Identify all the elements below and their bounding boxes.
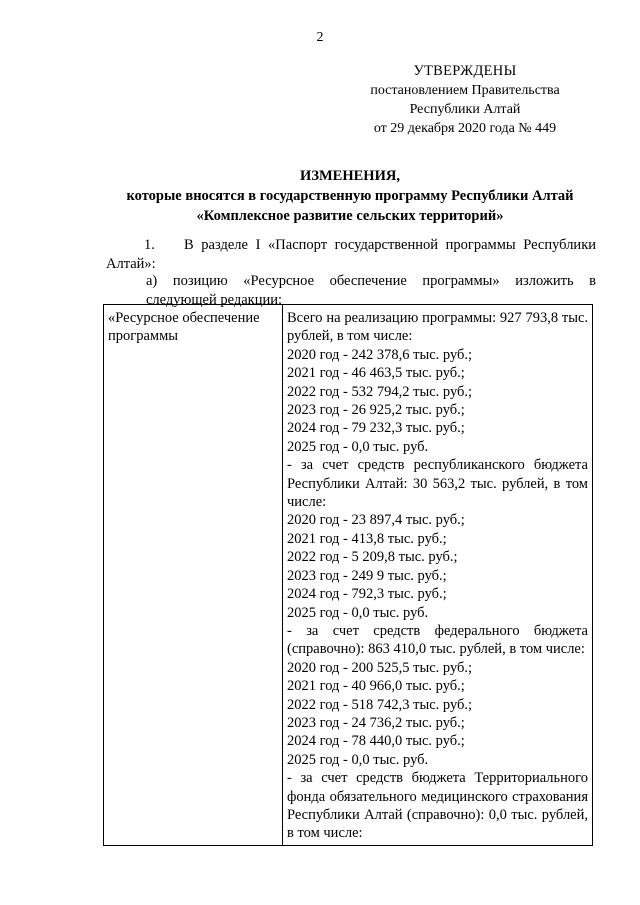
table-line: 2023 год - 26 925,2 тыс. руб.; (287, 402, 465, 419)
table-line: 2021 год - 413,8 тыс. руб.; (287, 530, 447, 547)
approval-block (300, 62, 630, 138)
table-line: 2025 год - 0,0 тыс. руб. (287, 751, 429, 768)
paragraph-number: 1. (144, 237, 155, 253)
table-line: 2023 год - 24 736,2 тыс. руб.; (287, 714, 465, 731)
table-line: 2020 год - 200 525,5 тыс. руб.; (287, 659, 473, 676)
paragraph-1 (106, 236, 596, 274)
approval-line: Республики Алтай (409, 102, 521, 117)
table-line: 2022 год - 5 209,8 тыс. руб.; (287, 549, 458, 566)
table-line: 2023 год - 249 9 тыс. руб.; (287, 567, 447, 584)
approval-date: от 29 декабря 2020 года № 449 (373, 121, 557, 136)
table-line: 2025 год - 0,0 тыс. руб. (287, 604, 429, 621)
resource-table (103, 304, 593, 846)
table-row (104, 305, 593, 846)
paragraph-text: В разделе I «Паспорт государственной программы Республики Алтай»: (106, 237, 596, 272)
table-line: 2020 год - 242 378,6 тыс. руб.; (287, 346, 473, 363)
approval-heading: УТВЕРЖДЕНЫ (413, 63, 517, 79)
title-program-name: «Комплексное развитие сельских территорий» (196, 208, 504, 224)
table-line: 2022 год - 518 742,3 тыс. руб.; (287, 696, 473, 713)
table-content-cell (283, 305, 593, 846)
page-number: 2 (316, 30, 324, 45)
title-subtitle: которые вносятся в государственную программу Республики Алтай (126, 188, 574, 204)
document-title (90, 166, 610, 226)
table-line: 2020 год - 23 897,4 тыс. руб.; (287, 512, 465, 529)
table-line: - за счет средств республиканского бюджета Республики Алтай: 30 563,2 тыс. рублей, в том числе: (287, 457, 588, 511)
paragraph-text: а) позицию «Ресурсное обеспечение программы» изложить в следующей редакции: (146, 273, 596, 308)
table-line: 2024 год - 78 440,0 тыс. руб.; (287, 733, 465, 750)
table-line: Всего на реализацию программы: 927 793,8 тыс. рублей, в том числе: (287, 310, 588, 345)
table-line: - за счет средств бюджета Территориального фонда обязательного медицинского страхования Республики Алтай (справочно): 0,0 тыс. рублей, в том числе: (287, 770, 588, 842)
table-line: 2024 год - 79 232,3 тыс. руб.; (287, 420, 465, 437)
table-line: 2021 год - 46 463,5 тыс. руб.; (287, 365, 465, 382)
table-line: 2021 год - 40 966,0 тыс. руб.; (287, 678, 465, 695)
table-line: - за счет средств федерального бюджета (справочно): 863 410,0 тыс. рублей, в том числе: (287, 622, 588, 658)
table-line: 2022 год - 532 794,2 тыс. руб.; (287, 383, 473, 400)
approval-line: постановлением Правительства (370, 83, 560, 98)
title-heading: ИЗМЕНЕНИЯ, (300, 168, 400, 184)
table-line: 2024 год - 792,3 тыс. руб.; (287, 586, 447, 603)
table-label-cell: «Ресурсное обеспечение программы (104, 305, 283, 846)
table-line: 2025 год - 0,0 тыс. руб. (287, 438, 429, 455)
